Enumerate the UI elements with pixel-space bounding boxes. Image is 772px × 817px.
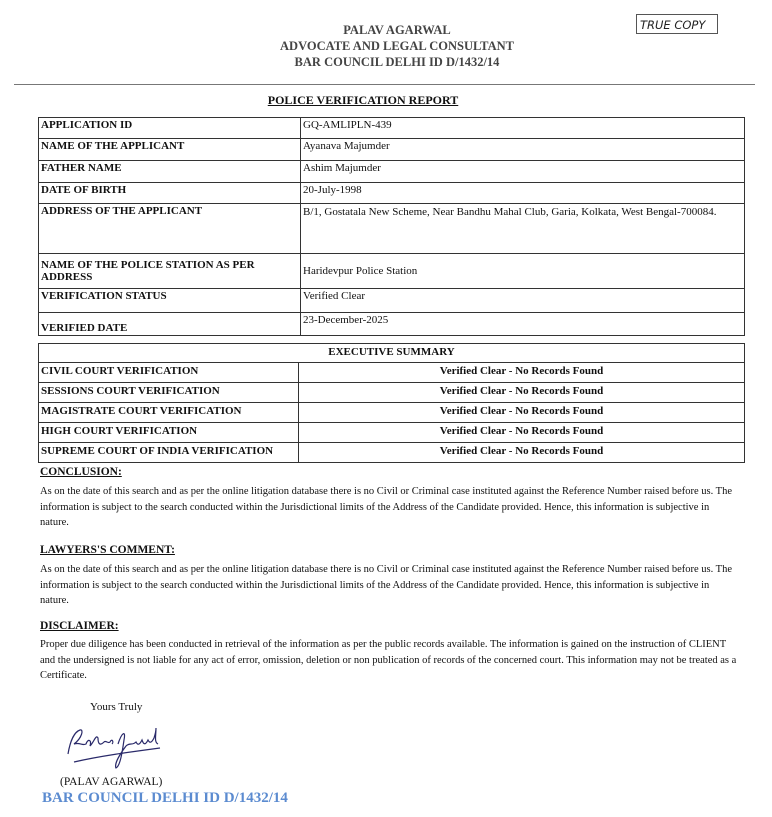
signatory-name: (PALAV AGARWAL) bbox=[60, 776, 163, 788]
report-title: POLICE VERIFICATION REPORT bbox=[267, 93, 459, 107]
table-row bbox=[39, 183, 745, 204]
summary-heading: EXECUTIVE SUMMARY bbox=[39, 344, 745, 363]
row-value: Verified Clear - No Records Found bbox=[299, 363, 745, 383]
disclaimer-heading: DISCLAIMER: bbox=[40, 620, 119, 632]
closing-text: Yours Truly bbox=[90, 701, 143, 713]
table-row bbox=[39, 118, 745, 139]
true-copy-stamp: TRUE COPY bbox=[636, 14, 718, 34]
table-row bbox=[39, 383, 745, 403]
header-bar-id: BAR COUNCIL DELHI ID D/1432/14 bbox=[294, 55, 500, 69]
lawyers-comment-heading: LAWYERS'S COMMENT: bbox=[40, 544, 175, 556]
table-row bbox=[39, 443, 745, 463]
table-row bbox=[39, 363, 745, 383]
row-label: NAME OF THE APPLICANT bbox=[39, 139, 301, 161]
table-row bbox=[39, 204, 745, 254]
row-label: APPLICATION ID bbox=[39, 118, 301, 139]
advocate-designation: ADVOCATE AND LEGAL CONSULTANT bbox=[280, 39, 514, 53]
lawyers-comment-text: As on the date of this search and as per the online litigation database there is no Civil or Criminal case instituted against the Reference Number raised before us. The information is subject to the search conducted within the Jurisdictional limits of the Address of the Candidate provided. Hence, this information is subjective in nature. bbox=[40, 564, 733, 606]
summary-heading-row bbox=[39, 344, 745, 363]
applicant-details-table bbox=[38, 117, 745, 336]
table-row bbox=[39, 289, 745, 313]
table-row bbox=[39, 139, 745, 161]
executive-summary-table bbox=[38, 343, 745, 463]
table-row bbox=[39, 403, 745, 423]
row-label: ADDRESS OF THE APPLICANT bbox=[39, 204, 301, 254]
table-row bbox=[39, 313, 745, 336]
conclusion-text: As on the date of this search and as per the online litigation database there is no Civil or Criminal case instituted against the Reference Number raised before us. The information is subject to the search conducted within the Jurisdictional limits of the Address of the Candidate provided. Hence, this information is subjective in nature. bbox=[40, 486, 733, 528]
advocate-name: PALAV AGARWAL bbox=[343, 23, 451, 37]
table-row bbox=[39, 161, 745, 183]
row-label: DATE OF BIRTH bbox=[39, 183, 301, 204]
row-value: Verified Clear - No Records Found bbox=[299, 423, 745, 443]
signature-image bbox=[60, 724, 170, 774]
row-label: NAME OF THE POLICE STATION AS PER ADDRESS bbox=[39, 254, 301, 289]
row-label: HIGH COURT VERIFICATION bbox=[39, 423, 299, 443]
row-label: SUPREME COURT OF INDIA VERIFICATION bbox=[39, 443, 299, 463]
table-row bbox=[39, 254, 745, 289]
row-value: Ayanava Majumder bbox=[301, 139, 745, 161]
row-label: CIVIL COURT VERIFICATION bbox=[39, 363, 299, 383]
row-label: VERIFICATION STATUS bbox=[39, 289, 301, 313]
row-value: Haridevpur Police Station bbox=[301, 254, 745, 289]
row-value: GQ-AMLIPLN-439 bbox=[301, 118, 745, 139]
conclusion-heading: CONCLUSION: bbox=[40, 466, 122, 478]
row-value: Ashim Majumder bbox=[301, 161, 745, 183]
row-value: Verified Clear - No Records Found bbox=[299, 443, 745, 463]
row-label: VERIFIED DATE bbox=[39, 313, 301, 336]
row-label: MAGISTRATE COURT VERIFICATION bbox=[39, 403, 299, 423]
table-row bbox=[39, 423, 745, 443]
disclaimer-text: Proper due diligence has been conducted in retrieval of the information as per the public records available. The information is gained on the instruction of CLIENT and the undersigned is not liable for any act of error, omission, deletion or non publication of records of the concerned court. This information may not be treated as a Certificate. bbox=[40, 639, 737, 681]
row-value: Verified Clear bbox=[301, 289, 745, 313]
row-label: SESSIONS COURT VERIFICATION bbox=[39, 383, 299, 403]
row-label: FATHER NAME bbox=[39, 161, 301, 183]
row-value: Verified Clear - No Records Found bbox=[299, 383, 745, 403]
row-value: Verified Clear - No Records Found bbox=[299, 403, 745, 423]
row-value: 20-July-1998 bbox=[301, 183, 745, 204]
signatory-bar-id: BAR COUNCIL DELHI ID D/1432/14 bbox=[42, 790, 288, 806]
row-value: B/1, Gostatala New Scheme, Near Bandhu Mahal Club, Garia, Kolkata, West Bengal-700084. bbox=[301, 204, 745, 254]
header-divider bbox=[14, 84, 755, 85]
row-value: 23-December-2025 bbox=[301, 313, 745, 336]
